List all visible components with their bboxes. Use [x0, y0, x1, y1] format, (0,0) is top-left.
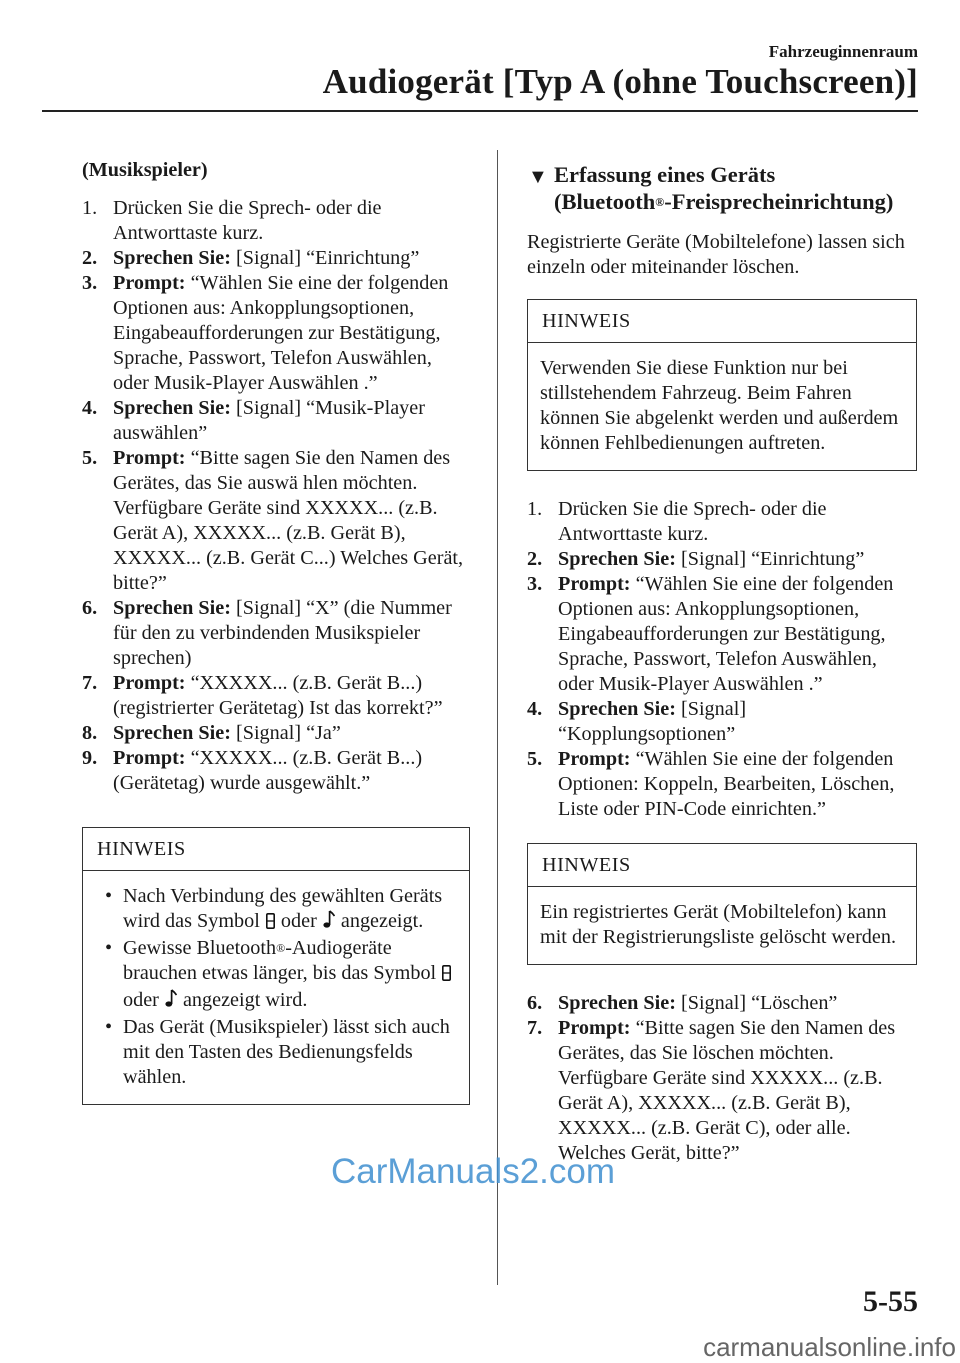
note-heading: HINWEIS	[83, 828, 469, 871]
right-steps-list-continued	[527, 991, 917, 1166]
right-steps-list	[527, 497, 917, 822]
triangle-marker-icon: ▼	[528, 166, 548, 188]
step-text: “Bitte sagen Sie den Namen des Gerätes, das Sie löschen möchten. Verfügbare Geräte sind XXXXX... (z.B. Gerät A), XXXXX... (z.B. Gerät B), XXXXX... (z.B. Gerät C), oder alle. Welches Gerät, bitte?”	[558, 1017, 896, 1164]
note-body: Verwenden Sie diese Funktion nur bei stillstehendem Fahrzeug. Beim Fahren können Sie abgelenkt werden und außerdem können Fehlbedienungen auftreten.	[540, 357, 899, 454]
step-label: Prompt:	[113, 447, 186, 469]
step-text: [Signal] “Einrichtung”	[236, 247, 420, 269]
step-text: [Signal] “Kopplungsoptionen”	[558, 698, 747, 745]
intro-paragraph: Registrierte Geräte (Mobiltelefone) lassen sich einzeln oder miteinander löschen.	[527, 231, 905, 278]
step-label: Prompt:	[558, 1017, 631, 1039]
step-text: “Wählen Sie eine der folgenden Optionen aus: Ankopplungsoptionen, Eingabeaufforderungen zur Bestätigung, Sprache, Passwort, Telefon Auswählen, oder Musik-Player Auswählen .”	[558, 573, 894, 695]
step-text: [Signal] “Musik-Player auswählen”	[113, 397, 425, 444]
step-number: 4.	[527, 698, 543, 720]
step-item	[82, 446, 470, 596]
step-item	[82, 396, 470, 446]
step-label: Prompt:	[113, 272, 186, 294]
site-watermark: carmanualsonline.info	[703, 1332, 956, 1362]
music-note-icon	[323, 909, 335, 936]
step-item	[82, 721, 470, 746]
step-label: Prompt:	[113, 672, 186, 694]
step-item	[527, 747, 917, 822]
step-text: “Bitte sagen Sie den Namen des Gerätes, das Sie auswä hlen möchten. Verfügbare Geräte sind XXXXX... (z.B. Gerät A), XXXXX... (z.B. Gerät B), XXXXX... (z.B. Gerät C...) Welches Gerät, bitte?”	[113, 447, 464, 594]
step-item	[82, 246, 470, 271]
step-number: 9.	[82, 747, 98, 769]
step-label: Prompt:	[558, 573, 631, 595]
step-item	[527, 547, 917, 572]
step-item	[527, 572, 917, 697]
column-divider	[497, 150, 498, 1285]
phone-icon	[266, 911, 275, 936]
step-label: Prompt:	[558, 748, 631, 770]
left-column	[82, 158, 470, 1105]
music-note-icon	[165, 988, 177, 1015]
step-number: 3.	[82, 272, 98, 294]
note-bullet: • Gewisse Bluetooth®-Audiogeräte brauchen etwas länger, bis das Symbol oder angezeigt wird.	[95, 936, 455, 1015]
note-box-caution	[527, 299, 917, 471]
step-label: Sprechen Sie:	[113, 722, 231, 744]
step-number: 7.	[82, 672, 98, 694]
step-text: Drücken Sie die Sprech- oder die Antworttaste kurz.	[558, 498, 827, 545]
step-item	[527, 497, 917, 547]
step-label: Sprechen Sie:	[113, 597, 231, 619]
step-item	[82, 271, 470, 396]
note-body: Ein registriertes Gerät (Mobiltelefon) kann mit der Registrierungsliste gelöscht werden.	[540, 901, 897, 948]
step-item	[82, 596, 470, 671]
step-label: Sprechen Sie:	[113, 247, 231, 269]
step-label: Sprechen Sie:	[558, 548, 676, 570]
step-number: 6.	[527, 992, 543, 1014]
watermark-logo: CarManuals2.com	[331, 1152, 615, 1191]
step-number: 5.	[527, 748, 543, 770]
step-number: 1.	[527, 498, 543, 520]
bullet-dot: •	[105, 1016, 113, 1038]
right-column	[527, 158, 917, 1166]
phone-icon	[442, 963, 451, 988]
step-number: 4.	[82, 397, 98, 419]
header-divider	[42, 110, 918, 112]
step-label: Prompt:	[113, 747, 186, 769]
step-number: 8.	[82, 722, 98, 744]
step-item	[82, 746, 470, 796]
step-item	[527, 991, 917, 1016]
step-text: “Wählen Sie eine der folgenden Optionen aus: Ankopplungsoptionen, Eingabeaufforderungen zur Bestätigung, Sprache, Passwort, Telefon Auswählen, oder Musik-Player Auswählen .”	[113, 272, 449, 394]
step-item	[527, 1016, 917, 1166]
step-item	[82, 671, 470, 721]
note-bullet: • Das Gerät (Musikspieler) lässt sich auch mit den Tasten des Bedienungsfelds wählen.	[105, 1016, 450, 1088]
note-heading: HINWEIS	[528, 844, 916, 887]
subheading-music-player: (Musikspieler)	[82, 159, 208, 181]
left-steps-list	[82, 196, 470, 796]
page-title: Audiogerät [Typ A (ohne Touchscreen)]	[322, 62, 918, 101]
step-number: 2.	[527, 548, 543, 570]
step-text: [Signal] “Einrichtung”	[681, 548, 865, 570]
note-bullet: • Nach Verbindung des gewählten Geräts wird das Symbol oder angezeigt.	[95, 884, 455, 936]
step-text: “XXXXX... (z.B. Gerät B...) (Gerätetag) wurde ausgewählt.”	[113, 747, 423, 794]
step-number: 1.	[82, 197, 98, 219]
step-number: 2.	[82, 247, 98, 269]
section-heading: ▼ Erfassung eines Geräts (Bluetooth®-Freisprecheinrichtung)	[528, 162, 894, 214]
step-text: “Wählen Sie eine der folgenden Optionen: Koppeln, Bearbeiten, Löschen, Liste oder PIN-Code einrichten.”	[558, 748, 895, 820]
bullet-dot: •	[105, 937, 113, 959]
step-text: “XXXXX... (z.B. Gerät B...) (registrierter Gerätetag) Ist das korrekt?”	[113, 672, 443, 719]
note-box-left	[82, 827, 470, 1105]
step-number: 3.	[527, 573, 543, 595]
step-item	[82, 196, 470, 246]
step-item	[527, 697, 917, 747]
chapter-label: Fahrzeuginnenraum	[768, 42, 918, 61]
step-text: [Signal] “X” (die Nummer für den zu verbindenden Musikspieler sprechen)	[113, 597, 452, 669]
bullet-dot: •	[105, 885, 113, 907]
step-label: Sprechen Sie:	[558, 698, 676, 720]
step-number: 7.	[527, 1017, 543, 1039]
step-text: [Signal] “Ja”	[236, 722, 341, 744]
step-text: [Signal] “Löschen”	[681, 992, 838, 1014]
note-body	[83, 871, 469, 1104]
step-number: 5.	[82, 447, 98, 469]
note-heading: HINWEIS	[528, 300, 916, 343]
step-label: Sprechen Sie:	[113, 397, 231, 419]
note-box-delete	[527, 843, 917, 965]
step-number: 6.	[82, 597, 98, 619]
step-label: Sprechen Sie:	[558, 992, 676, 1014]
page-number: 5-55	[863, 1285, 918, 1318]
step-text: Drücken Sie die Sprech- oder die Antworttaste kurz.	[113, 197, 382, 244]
